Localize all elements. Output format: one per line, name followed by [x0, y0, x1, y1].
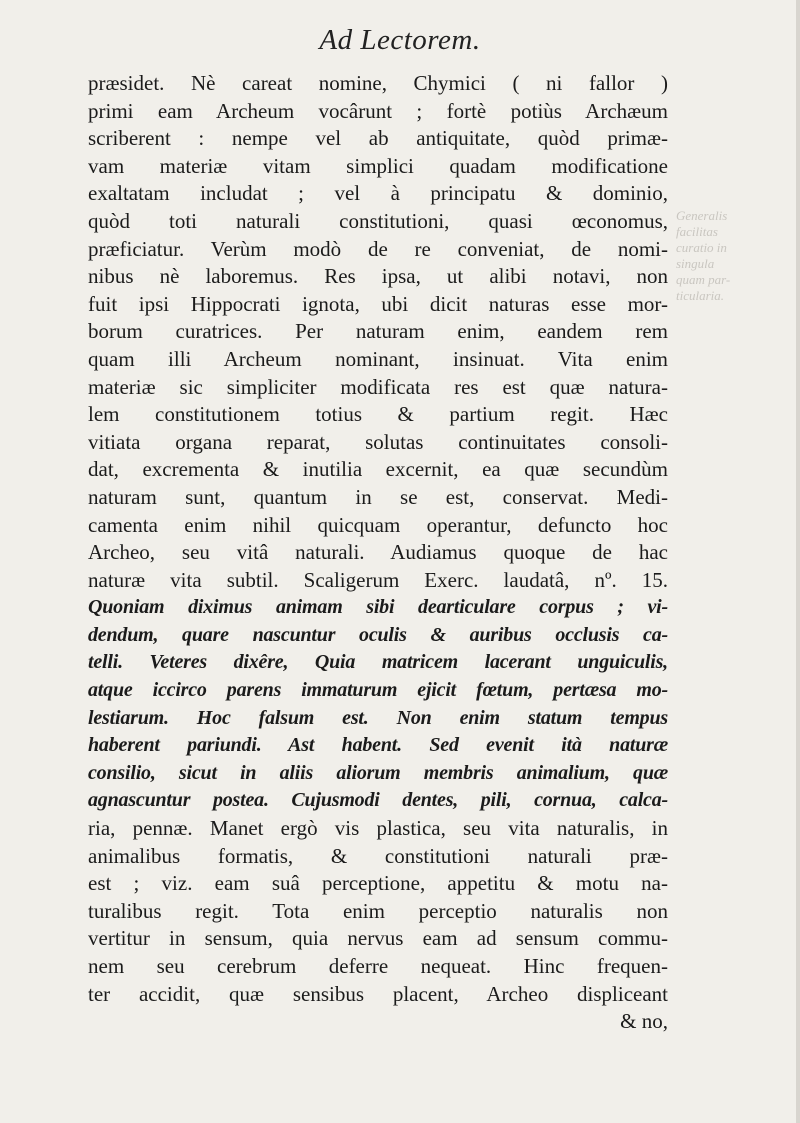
text-line: vertitur in sensum, quia nervus eam ad sensum commu- — [88, 926, 668, 951]
text-line: est ; viz. eam suâ perceptione, appetitu & motu na- — [88, 871, 668, 896]
text-line: fuit ipsi Hippocrati ignota, ubi dicit naturas esse mor- — [88, 291, 668, 316]
page-edge — [796, 0, 800, 1123]
margin-note — [676, 208, 776, 304]
text-line: nibus nè laboremus. Res ipsa, ut alibi notavi, non — [88, 264, 668, 289]
text-line: exaltatam includat ; vel à principatu & dominio, — [88, 181, 668, 206]
text-line: vam materiæ vitam simplici quadam modificatione — [88, 153, 668, 178]
body-text — [88, 70, 668, 1036]
text-line: turalibus regit. Tota enim perceptio naturalis non — [88, 898, 668, 923]
margin-note-line: quam par- — [676, 272, 731, 287]
text-line: naturam sunt, quantum in se est, conservat. Medi- — [88, 484, 668, 509]
text-line: animalibus formatis, & constitutioni naturali præ- — [88, 843, 668, 868]
margin-note-line: ticularia. — [676, 288, 725, 303]
margin-note-line: curatio in — [676, 240, 727, 255]
text-line: nem seu cerebrum deferre nequeat. Hinc frequen- — [88, 954, 668, 978]
text-line: haberent pariundi. Ast habent. Sed evenit ità naturæ — [88, 734, 668, 757]
text-line: quòd toti naturali constitutioni, quasi œconomus, — [88, 208, 668, 233]
text-line: dendum, quare nascuntur oculis & auribus occlusis ca- — [88, 623, 668, 646]
margin-note-line: Generalis — [676, 208, 728, 223]
text-line: lestiarum. Hoc falsum est. Non enim statum tempus — [88, 706, 668, 729]
catchword: & no, — [620, 1009, 668, 1034]
text-line: atque iccirco parens immaturum ejicit fœtum, pertæsa mo- — [88, 679, 668, 702]
margin-note-line: singula — [676, 256, 715, 271]
text-line: Quoniam diximus animam sibi dearticulare corpus ; vi- — [88, 596, 668, 619]
margin-note-line: facilitas — [676, 224, 718, 239]
text-line: præficiatur. Verùm modò de re conveniat, de nomi- — [88, 236, 668, 261]
text-line: camenta enim nihil quicquam operantur, defuncto hoc — [88, 512, 668, 537]
text-line: primi eam Archeum vocârunt ; fortè potiùs Archæum — [88, 98, 668, 123]
text-line: borum curatrices. Per naturam enim, eandem rem — [88, 319, 668, 344]
text-line: lem constitutionem totius & partium regit. Hæc — [88, 402, 668, 427]
running-head: Ad Lectorem. — [319, 24, 481, 56]
text-line: scriberent : nempe vel ab antiquitate, quòd primæ- — [88, 126, 668, 151]
text-line: quam illi Archeum nominant, insinuat. Vita enim — [88, 346, 668, 371]
text-line: agnascuntur postea. Cujusmodi dentes, pili, cornua, calca- — [88, 789, 668, 812]
text-line: vitiata organa reparat, solutas continuitates consoli- — [88, 429, 668, 454]
text-line: naturæ vita subtil. Scaligerum Exerc. laudatâ, nº. 15. — [88, 567, 668, 592]
text-line: consilio, sicut in aliis aliorum membris animalium, quæ — [88, 761, 668, 784]
text-line: Archeo, seu vitâ naturali. Audiamus quoque de hac — [88, 540, 668, 565]
text-line: præsidet. Nè careat nomine, Chymici ( ni fallor ) — [88, 71, 668, 95]
text-line: ter accidit, quæ sensibus placent, Archeo displiceant — [88, 981, 668, 1006]
text-line: telli. Veteres dixêre, Quia matricem lacerant unguiculis, — [88, 651, 668, 674]
text-line: materiæ sic simpliciter modificata res est quæ natura- — [88, 374, 668, 399]
text-line: dat, excrementa & inutilia excernit, ea quæ secundùm — [88, 457, 668, 482]
text-line: ria, pennæ. Manet ergò vis plastica, seu vita naturalis, in — [88, 816, 668, 841]
